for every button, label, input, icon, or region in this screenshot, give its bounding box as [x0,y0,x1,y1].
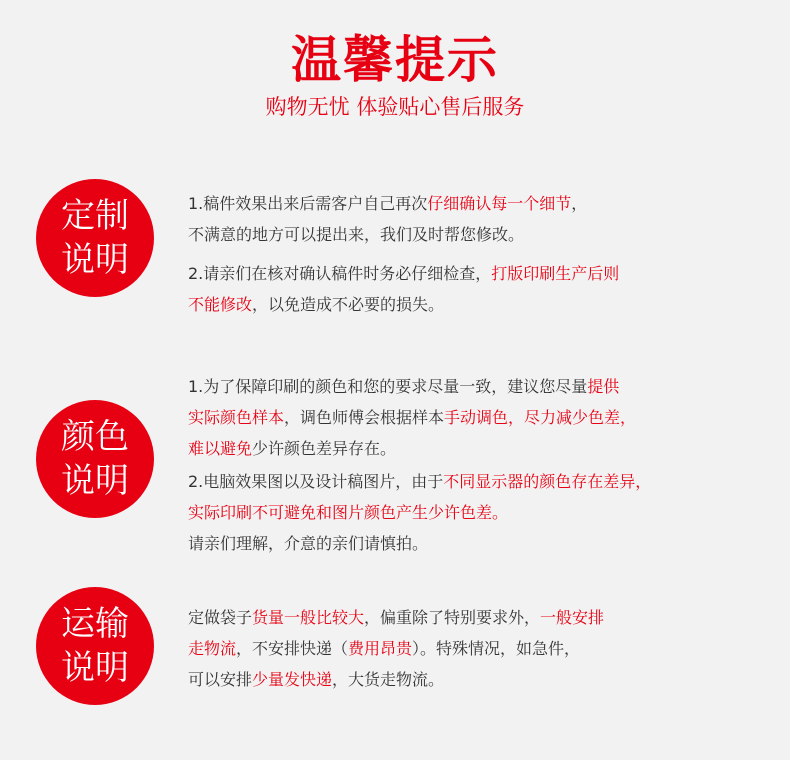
text: 可以安排 [188,670,253,689]
paragraph-1 [188,602,768,695]
text-line [188,371,768,402]
text: 1.为了保障印刷的颜色和您的要求尽量一致，建议您尽量 [188,377,588,396]
text-line [188,497,768,528]
badge-line1: 运输 [61,604,129,644]
text: ，不安排快递（ [236,639,349,658]
paragraph-1 [188,188,768,250]
text-line [188,433,768,464]
highlight-text: 仔细确认每一个细节 [427,194,572,213]
text-line [188,664,768,695]
text: 2.请亲们在核对确认稿件时务必仔细检查， [188,264,492,283]
badge-line1: 颜色 [61,417,129,457]
highlight-text: 难以避免 [188,439,253,458]
page-subtitle: 购物无忧 体验贴心售后服务 [265,95,525,119]
text-line [188,602,768,633]
badge-shipping [36,587,154,705]
text: ）。特殊情况，如急件， [412,639,581,658]
highlight-text: 实际颜色样本 [188,408,285,427]
highlight-text: 少量发快递 [252,670,333,689]
highlight-text: 走物流 [188,639,237,658]
text: ， [571,194,588,213]
paragraph-1 [188,371,768,464]
highlight-text: 一般安排 [540,608,605,627]
highlight-text: 不同显示器的颜色存在差异， [443,472,652,491]
text: ，大货走物流。 [332,670,445,689]
highlight-text: 提供 [587,377,620,396]
text-line [188,219,768,250]
highlight-text: 手动调色，尽力减少色差， [444,408,637,427]
paragraph-2 [188,466,768,559]
badge-color [36,400,154,518]
text: 定做袋子 [188,608,253,627]
text-line [188,258,768,289]
highlight-text: 实际印刷不可避免和图片颜色产生少许色差。 [188,503,509,522]
paragraph-2 [188,258,768,320]
highlight-text: 打版印刷生产后则 [491,264,620,283]
text: ，偏重除了特别要求外， [364,608,541,627]
text-line [188,402,768,433]
badge-customization [36,179,154,297]
page-title: 温馨提示 [291,31,499,89]
text: ，以免造成不必要的损失。 [252,295,445,314]
highlight-text: 费用昂贵 [348,639,413,658]
text: 1.稿件效果出来后需客户自己再次 [188,194,428,213]
text: ，调色师傅会根据样本 [284,408,445,427]
text: 不满意的地方可以提出来，我们及时帮您修改。 [188,225,525,244]
badge-line2: 说明 [61,648,129,688]
badge-line2: 说明 [61,461,129,501]
text: 请亲们理解，介意的亲们请慎拍。 [188,534,429,553]
text-line [188,188,768,219]
highlight-text: 不能修改 [188,295,253,314]
badge-line2: 说明 [61,240,129,280]
badge-line1: 定制 [61,196,129,236]
text-line [188,466,768,497]
text: 少许颜色差异存在。 [252,439,397,458]
highlight-text: 货量一般比较大 [252,608,365,627]
text-line [188,289,768,320]
text-line [188,528,768,559]
text-line [188,633,768,664]
text: 2.电脑效果图以及设计稿图片，由于 [188,472,444,491]
